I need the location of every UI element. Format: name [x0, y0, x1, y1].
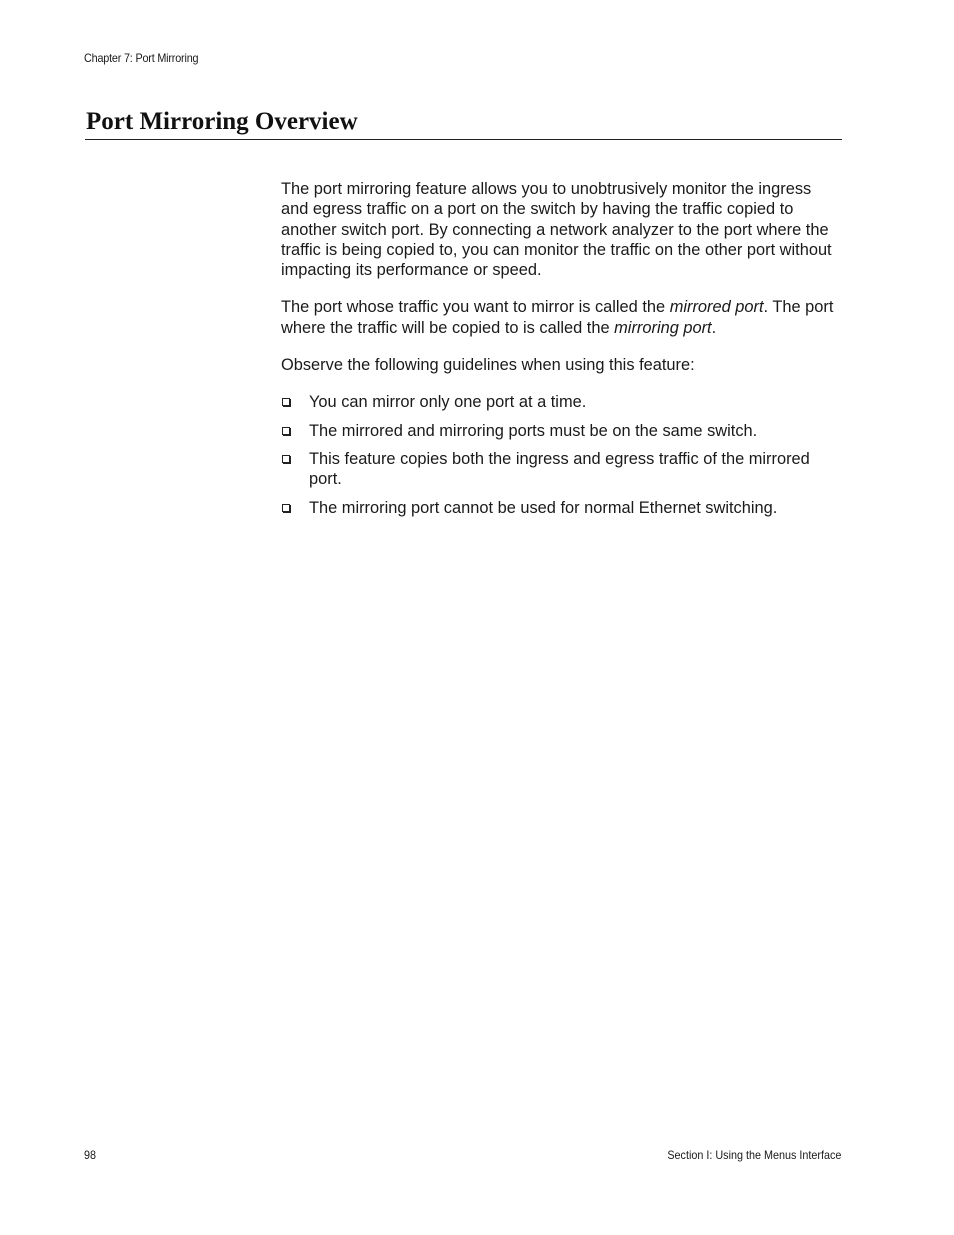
list-item — [281, 498, 843, 518]
checkbox-bullet-icon — [282, 504, 290, 512]
checkbox-bullet-icon — [282, 455, 290, 463]
intro-paragraph: The port mirroring feature allows you to unobtrusively monitor the ingress and egress traffic on a port on the switch by having the traffic copied to another switch port. By connecting a network analyzer to the port where the traffic is being copied to, you can monitor the traffic on the other port without impacting its performance or speed. — [281, 180, 832, 280]
definition-paragraph — [281, 297, 843, 338]
definition-text-2: . The port where the traffic will be copied to is called the — [281, 298, 834, 337]
page-title: Port Mirroring Overview — [86, 108, 358, 135]
checkbox-bullet-icon — [282, 427, 290, 435]
guidelines-intro: Observe the following guidelines when using this feature: — [281, 356, 695, 375]
running-head: Chapter 7: Port Mirroring — [84, 51, 199, 65]
definition-text-1: The port whose traffic you want to mirror is called the — [281, 298, 670, 317]
list-item-text: You can mirror only one port at a time. — [309, 393, 587, 412]
guidelines-list — [281, 392, 843, 517]
page-number: 98 — [84, 1148, 97, 1162]
mirroring-port-term: mirroring port — [614, 318, 712, 337]
body-column — [281, 179, 843, 526]
list-item — [281, 392, 843, 412]
mirrored-port-term: mirrored port — [669, 298, 764, 317]
footer-section-label: Section I: Using the Menus Interface — [666, 1148, 841, 1162]
list-item-text: The mirrored and mirroring ports must be on the same switch. — [309, 421, 758, 440]
list-item-text: The mirroring port cannot be used for normal Ethernet switching. — [309, 498, 778, 517]
list-item — [281, 421, 843, 441]
title-rule — [85, 139, 842, 140]
list-item-text: This feature copies both the ingress and egress traffic of the mirrored port. — [309, 449, 810, 489]
checkbox-bullet-icon — [282, 398, 290, 406]
definition-text-3: . — [711, 318, 717, 337]
list-item — [281, 449, 843, 490]
